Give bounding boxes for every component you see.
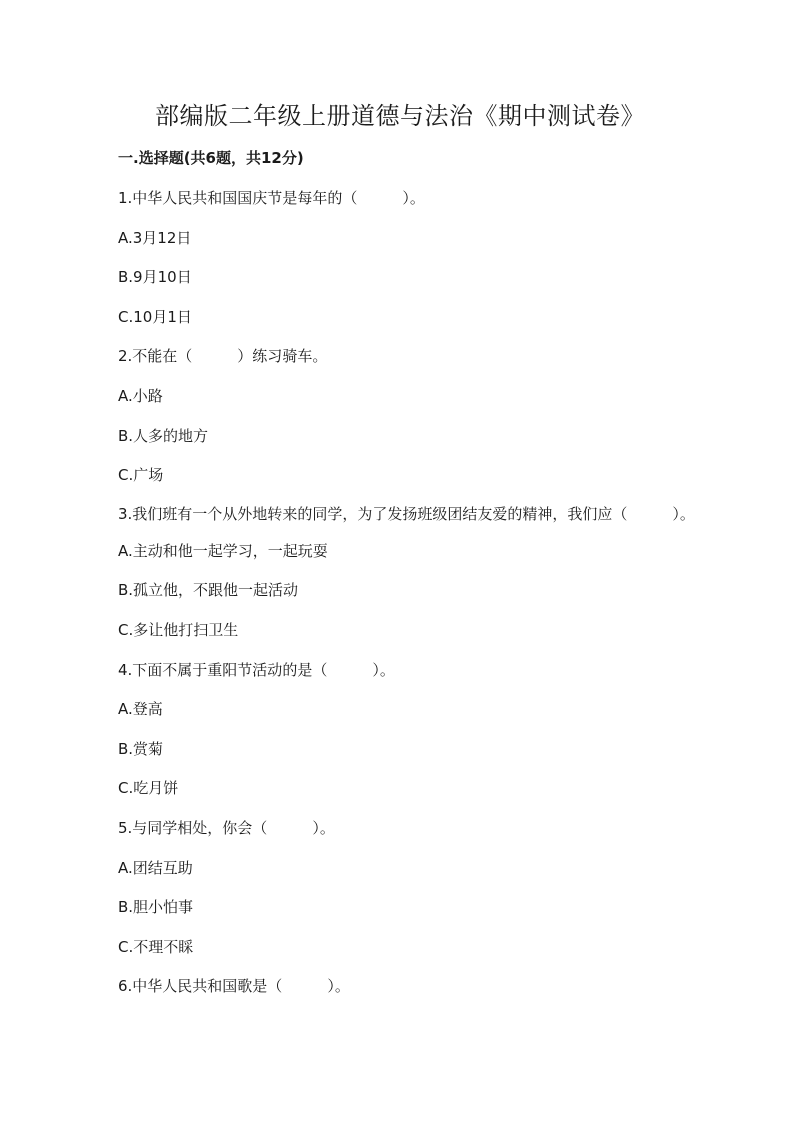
option-a: A.团结互助 — [118, 858, 193, 877]
question-stem: 4.下面不属于重阳节活动的是（ ）。 — [118, 660, 395, 679]
question-4 — [118, 658, 698, 801]
question-2 — [118, 344, 698, 487]
option-b: B.人多的地方 — [118, 426, 209, 445]
option-a: A.小路 — [118, 386, 163, 405]
section-heading: 一.选择题(共6题，共12分) — [118, 149, 304, 167]
option-c: C.10月1日 — [118, 307, 192, 326]
option-c: C.广场 — [118, 466, 164, 485]
document-title: 部编版二年级上册道德与法治《期中测试卷》 — [155, 102, 645, 130]
question-5 — [118, 816, 698, 959]
question-6 — [118, 974, 698, 998]
multiple-choice-section — [118, 146, 698, 1014]
question-stem: 6.中华人民共和国歌是（ ）。 — [118, 977, 350, 996]
question-stem: 3.我们班有一个从外地转来的同学，为了发扬班级团结友爱的精神，我们应（ ）。 — [118, 504, 695, 523]
question-stem: 5.与同学相处，你会（ ）。 — [118, 818, 335, 837]
option-b: B.9月10日 — [118, 268, 192, 287]
option-a: A.主动和他一起学习，一起玩耍 — [118, 541, 328, 560]
question-stem: 2.不能在（ ）练习骑车。 — [118, 347, 328, 366]
option-c: C.不理不睬 — [118, 937, 194, 956]
option-b: B.胆小怕事 — [118, 898, 194, 917]
option-a: A.登高 — [118, 700, 163, 719]
option-a: A.3月12日 — [118, 228, 192, 247]
option-c: C.多让他打扫卫生 — [118, 620, 239, 639]
option-b: B.孤立他，不跟他一起活动 — [118, 581, 299, 600]
question-3 — [118, 503, 698, 642]
question-1 — [118, 186, 698, 329]
option-c: C.吃月饼 — [118, 779, 179, 798]
question-stem: 1.中华人民共和国国庆节是每年的（ ）。 — [118, 189, 425, 207]
option-b: B.赏菊 — [118, 739, 164, 758]
